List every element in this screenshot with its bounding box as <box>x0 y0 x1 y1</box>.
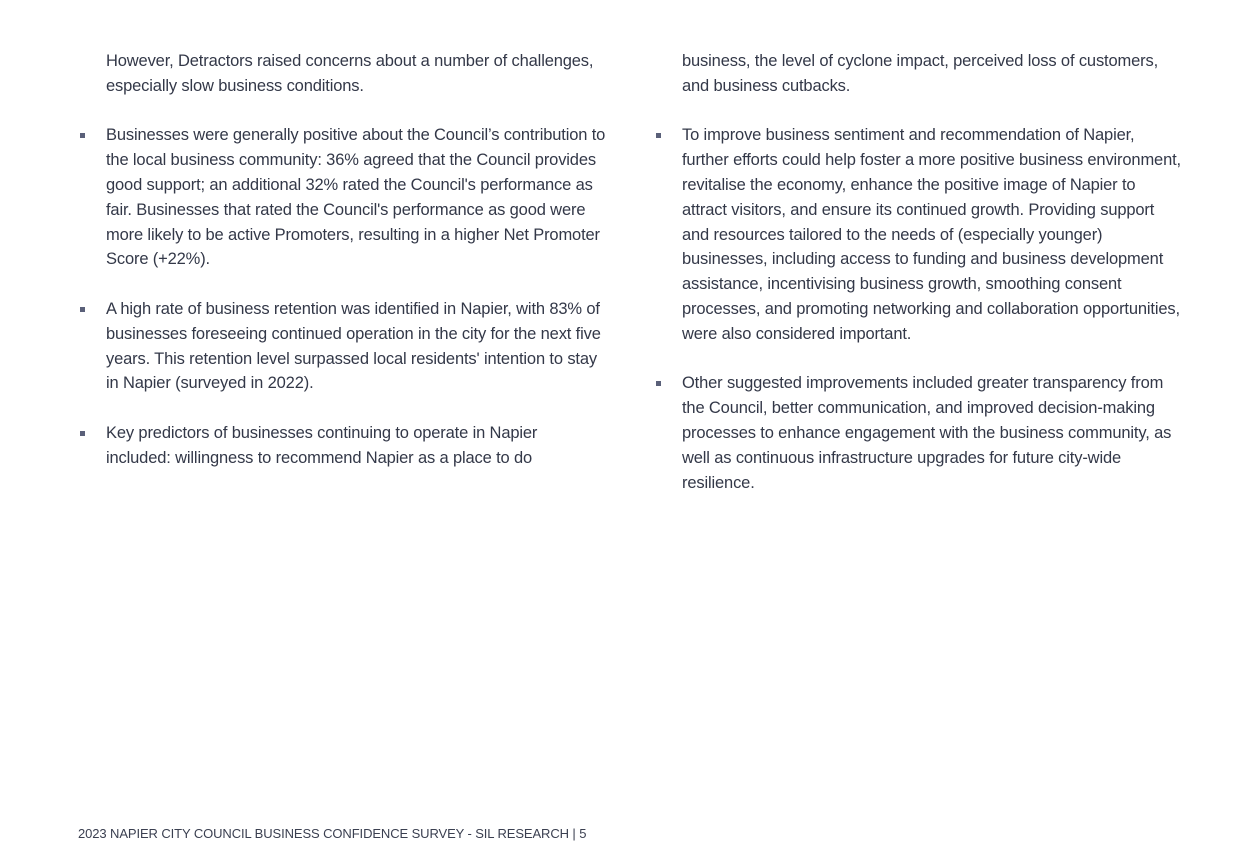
paragraph-text: However, Detractors raised concerns about a number of challenges, especially slow business conditions. <box>106 52 594 95</box>
bullet-text: Key predictors of businesses continuing to operate in Napier included: willingness to recommend Napier as a place to do <box>106 423 538 467</box>
bullet-text: A high rate of business retention was identified in Napier, with 83% of businesses foreseeing continued operation in the city for the next five years. This retention level surpassed local residents' intention to stay in Napier (surveyed in 2022). <box>106 299 601 393</box>
right-column <box>654 49 1184 495</box>
bullet-item-council-contribution <box>78 123 606 272</box>
paragraph-text: business, the level of cyclone impact, perceived loss of customers, and business cutbacks. <box>682 52 1159 95</box>
left-column <box>78 49 606 471</box>
bullet-item-other-improvements <box>654 371 1184 495</box>
square-bullet-icon <box>80 431 85 436</box>
square-bullet-icon <box>80 133 85 138</box>
paragraph-continuation <box>654 49 1184 99</box>
bullet-item-business-retention <box>78 297 606 396</box>
page-footer: 2023 NAPIER CITY COUNCIL BUSINESS CONFIDENCE SURVEY - SIL RESEARCH | 5 <box>78 826 587 841</box>
square-bullet-icon <box>80 307 85 312</box>
bullet-item-improve-sentiment <box>654 123 1184 346</box>
square-bullet-icon <box>656 381 661 386</box>
paragraph-detractors <box>78 49 606 99</box>
square-bullet-icon <box>656 133 661 138</box>
bullet-text: Businesses were generally positive about the Council’s contribution to the local business community: 36% agreed that the Council provides good support; an additional 32% rated the Council's performance as fair. Businesses that rated the Council's performance as good were more likely to be active Promoters, resulting in a higher Net Promoter Score (+22%). <box>106 126 606 269</box>
bullet-text: Other suggested improvements included greater transparency from the Council, better communication, and improved decision-making processes to enhance engagement with the business community, as well as continuous infrastructure upgrades for future city-wide resilience. <box>682 374 1172 492</box>
bullet-item-key-predictors <box>78 421 606 471</box>
bullet-text: To improve business sentiment and recommendation of Napier, further efforts could help foster a more positive business environment, revitalise the economy, enhance the positive image of Napier to attract visitors, and ensure its continued growth. Providing support and resources tailored to the needs of (especially younger) businesses, including access to funding and business development assistance, incentivising business growth, smoothing consent processes, and promoting networking and collaboration opportunities, were also considered important. <box>682 126 1181 343</box>
